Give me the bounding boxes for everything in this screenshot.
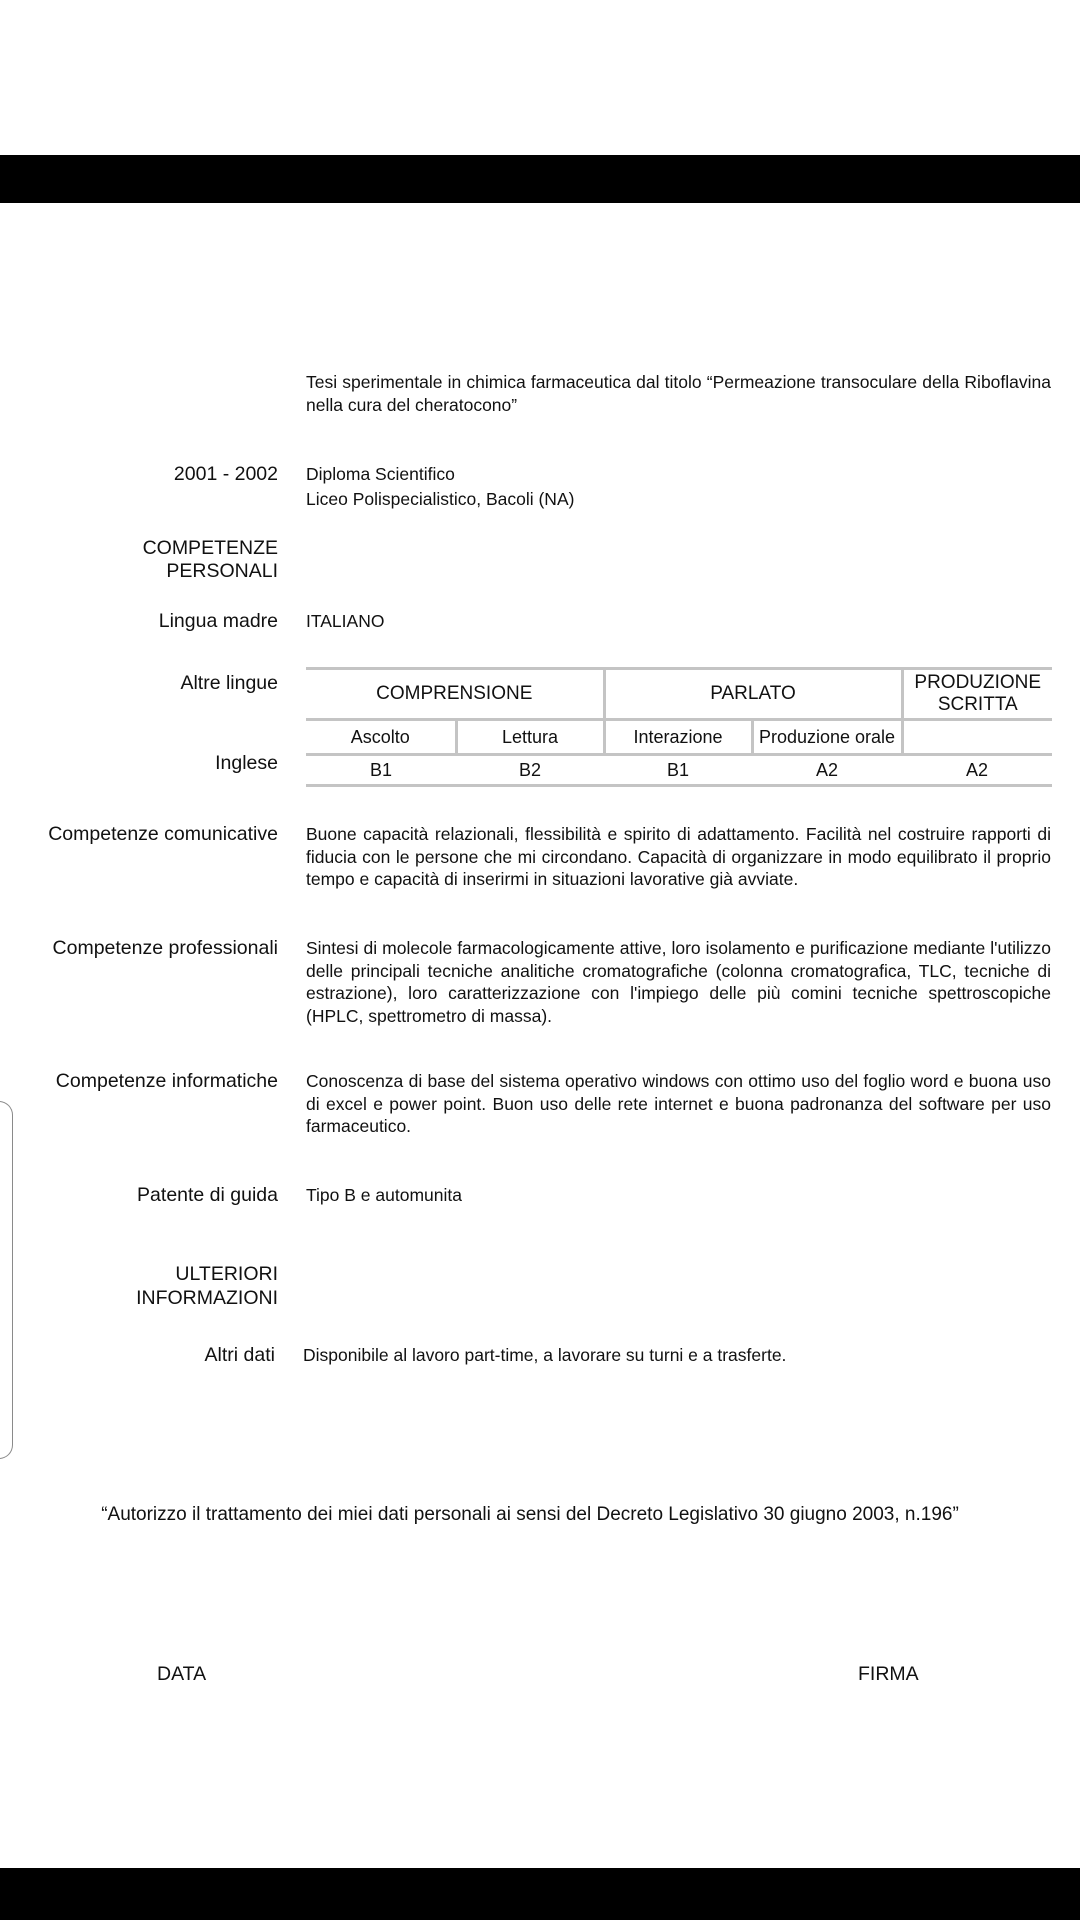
subheader-written-empty [902,720,1052,755]
mother-tongue-label: Lingua madre [158,610,278,632]
communication-label: Competenze comunicative [48,823,278,845]
level-listening: B1 [306,755,456,786]
header-comprehension: COMPRENSIONE [306,669,604,720]
driving-label: Patente di guida [137,1184,278,1206]
other-data-label: Altri dati [204,1344,275,1366]
computer-label: Competenze informatiche [55,1070,278,1092]
mother-tongue-value: ITALIANO [306,611,385,631]
other-data-value: Disponibile al lavoro part-time, a lavorare su turni e a trasferte. [303,1345,787,1365]
page-separator-bottom [0,1868,1080,1920]
driving-value: Tipo B e automunita [306,1185,462,1205]
professional-text: Sintesi di molecole farmacologicamente attive, loro isolamento e purificazione mediante l'utilizzo delle principali tecniche analitiche cromatografiche (colonna cromatografica, TLC, tecniche di estrazione), loro caratterizzazione con l'impiego delle più comini tecniche spettroscopiche (HPLC, spettrometro di massa). [306,938,1051,1026]
signature-label: FIRMA [858,1663,919,1685]
other-languages-label: Altre lingue [180,672,278,694]
education-period: 2001 - 2002 [173,463,278,485]
more-info-heading-1: ULTERIORI [175,1263,278,1285]
previous-page-edge [0,0,1080,6]
personal-skills-heading-2: PERSONALI [166,560,278,582]
level-written: A2 [902,755,1052,786]
communication-text: Buone capacità relazionali, flessibilità e spirito di adattamento. Facilità nel costruire rapporti di fiducia con le persone che mi circondano. Capacità di organizzare in modo equilibrato il proprio tempo e capacità di inserirmi in situazioni lavorative già avviate. [306,824,1051,889]
header-spoken: PARLATO [604,669,902,720]
professional-label: Competenze professionali [52,937,278,959]
thesis-text: Tesi sperimentale in chimica farmaceutica dal titolo “Permeazione transoculare della Riboflavina nella cura del cheratocono” [306,372,1051,415]
header-written-line-2: SCRITTA [937,694,1018,715]
subheader-oral-production: Produzione orale [752,720,902,755]
subheader-reading: Lettura [456,720,604,755]
language-levels-table [306,667,1052,787]
level-interaction: B1 [604,755,752,786]
language-name: Inglese [215,752,278,774]
header-written-line-1: PRODUZIONE [914,672,1042,693]
page-separator-top [0,155,1080,203]
header-written [902,669,1052,720]
level-reading: B2 [456,755,604,786]
level-oral-production: A2 [752,755,902,786]
subheader-listening: Ascolto [306,720,456,755]
computer-text: Conoscenza di base del sistema operativo windows con ottimo uso del foglio word e buona uso di excel e power point. Buon uso delle rete internet e buona padronanza del software per uso farmaceutico. [306,1071,1051,1136]
consent-statement: “Autorizzo il trattamento dei miei dati personali ai sensi del Decreto Legislativo 30 giugno 2003, n.196” [101,1504,959,1525]
education-title: Diploma Scientifico [306,464,455,484]
side-scroll-handle[interactable] [0,1101,13,1459]
more-info-heading-2: INFORMAZIONI [136,1287,278,1309]
education-institution: Liceo Polispecialistico, Bacoli (NA) [306,489,575,509]
date-label: DATA [157,1663,207,1685]
personal-skills-heading-1: COMPETENZE [142,537,278,559]
subheader-interaction: Interazione [604,720,752,755]
